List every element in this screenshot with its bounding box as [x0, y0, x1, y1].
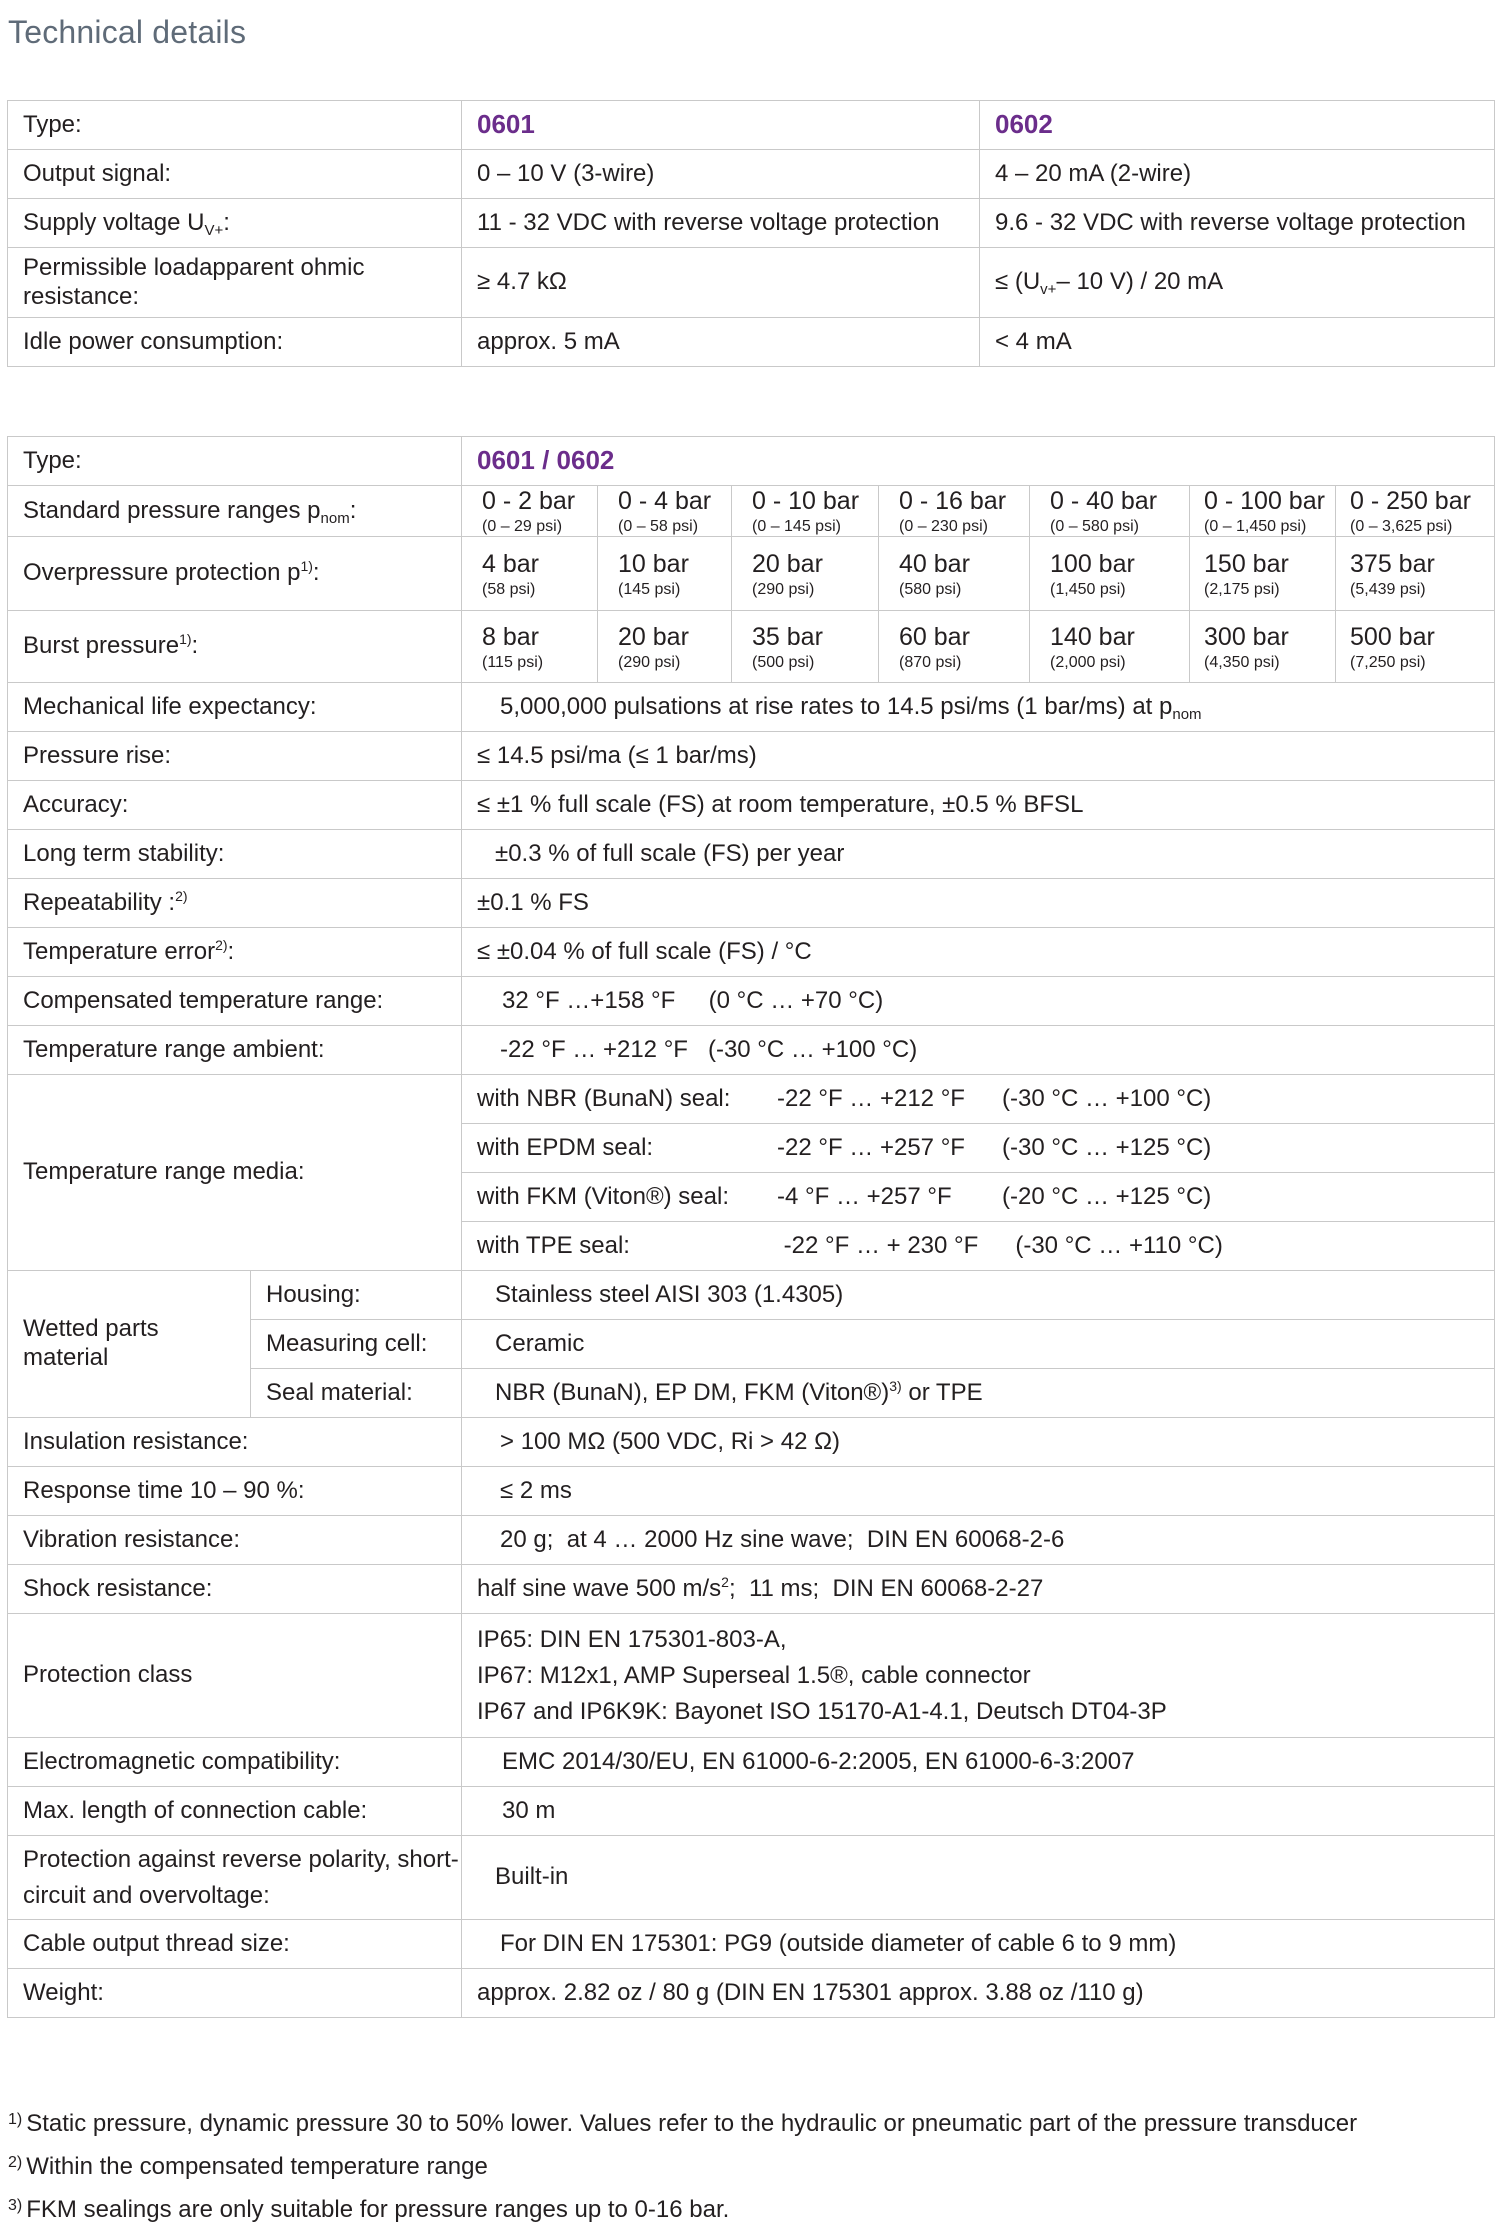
spec-label: Insulation resistance:: [8, 1418, 462, 1467]
spec-label: Temperature range ambient:: [8, 1026, 462, 1075]
protection-line: IP65: DIN EN 175301-803-A,: [477, 1625, 787, 1653]
burst-cell: 35 bar (500 psi): [732, 611, 879, 683]
spec-value: ≤ 14.5 psi/ma (≤ 1 bar/ms): [462, 732, 1495, 781]
table-row: [8, 1516, 1495, 1565]
table-row: [8, 248, 1495, 318]
footnote: $^{1)}$ Static pressure, dynamic pressure 30 to 50% lower. Values refer to the hydraulic or pneumatic part of the pressure transducer: [8, 2110, 1358, 2137]
spec-label: Overpressure protection $p^{1)}$:: [8, 537, 462, 611]
spec-label: Temperature error$^{2)}$:: [8, 928, 462, 977]
footnote: $^{2)}$ Within the compensated temperature range: [8, 2153, 488, 2180]
table-row: [8, 101, 1495, 150]
table-row: [8, 1614, 1495, 1738]
table-row: [8, 199, 1495, 248]
mechanical-specs-table: [7, 436, 1495, 2018]
table-row: [8, 977, 1495, 1026]
overpressure-cell: 40 bar (580 psi): [879, 537, 1030, 611]
spec-value: half sine wave 500 $m/s^2$; 11 ms; DIN EN 60068-2-27: [462, 1565, 1495, 1614]
spec-label: Supply voltage $U_{V+}$:: [8, 199, 462, 248]
spec-value: NBR (BunaN), EP DM, FKM (Viton®)$^{3)}$ or TPE: [462, 1369, 1495, 1418]
spec-value: 0 – 10 V (3-wire): [462, 150, 980, 199]
spec-value: ≥ 4.7 kΩ: [462, 248, 980, 318]
pressure-range-row: [8, 486, 1495, 537]
spec-label: Cable output thread size:: [8, 1920, 462, 1969]
spec-label: Output signal:: [8, 150, 462, 199]
spec-value: Built-in: [462, 1836, 1495, 1920]
overpressure-cell: 100 bar (1,450 psi): [1030, 537, 1190, 611]
spec-label: Response time 10 – 90 %:: [8, 1467, 462, 1516]
spec-value: ≤ ±1 % full scale (FS) at room temperature, ±0.5 % BFSL: [462, 781, 1495, 830]
table-row: [8, 1565, 1495, 1614]
protection-line: IP67 and IP6K9K: Bayonet ISO 15170-A1-4.1, Deutsch DT04-3P: [477, 1697, 1167, 1725]
spec-label: Repeatability :$^{2)}$: [8, 879, 462, 928]
spec-label: Shock resistance:: [8, 1565, 462, 1614]
spec-label: Long term stability:: [8, 830, 462, 879]
spec-label: Protection class: [8, 1614, 462, 1738]
spec-value: For DIN EN 175301: PG9 (outside diameter of cable 6 to 9 mm): [462, 1920, 1495, 1969]
spec-label: Mechanical life expectancy:: [8, 683, 462, 732]
spec-value: approx. 2.82 oz / 80 g (DIN EN 175301 approx. 3.88 oz /110 g): [462, 1969, 1495, 2018]
spec-sublabel: Seal material:: [251, 1369, 462, 1418]
table-row: [8, 1787, 1495, 1836]
spec-sublabel: Housing:: [251, 1271, 462, 1320]
burst-cell: 300 bar (4,350 psi): [1190, 611, 1336, 683]
footnotes: [8, 2100, 1357, 2229]
overpressure-cell: 20 bar (290 psi): [732, 537, 879, 611]
table-row: [8, 879, 1495, 928]
electrical-specs-table: [7, 100, 1495, 367]
spec-value: ≤ 2 ms: [462, 1467, 1495, 1516]
burst-cell: 8 bar (115 psi): [462, 611, 598, 683]
type-0602: 0602: [980, 101, 1495, 150]
table-row: [8, 1969, 1495, 2018]
spec-label: Electromagnetic compatibility:: [8, 1738, 462, 1787]
spec-sublabel: Measuring cell:: [251, 1320, 462, 1369]
overpressure-cell: 4 bar (58 psi): [462, 537, 598, 611]
range-cell: 0 - 10 bar (0 – 145 psi): [732, 486, 879, 537]
table-row: [8, 1836, 1495, 1920]
overpressure-cell: 10 bar (145 psi): [598, 537, 732, 611]
spec-label: Protection against reverse polarity, short-circuit and overvoltage:: [8, 1836, 462, 1920]
spec-value: ≤ ($U_{v+}-$ 10 V) / 20 mA: [980, 248, 1495, 318]
page-title: Technical details: [8, 14, 247, 50]
spec-value: 5,000,000 pulsations at rise rates to 14.5 psi/ms (1 bar/ms) at $p_{nom}$: [462, 683, 1495, 732]
spec-value: 4 – 20 mA (2-wire): [980, 150, 1495, 199]
spec-label: Standard pressure ranges $p_{nom}$:: [8, 486, 462, 537]
burst-cell: 60 bar (870 psi): [879, 611, 1030, 683]
spec-label: Max. length of connection cable:: [8, 1787, 462, 1836]
table-row: [8, 1418, 1495, 1467]
table-row: [8, 1026, 1495, 1075]
overpressure-cell: 375 bar (5,439 psi): [1336, 537, 1495, 611]
table-row: [8, 318, 1495, 367]
spec-value: [462, 1614, 1495, 1738]
table-row: [8, 1467, 1495, 1516]
overpressure-cell: 150 bar (2,175 psi): [1190, 537, 1336, 611]
spec-label: Idle power consumption:: [8, 318, 462, 367]
spec-value: 9.6 - 32 VDC with reverse voltage protection: [980, 199, 1495, 248]
spec-label: Permissible loadapparent ohmic resistance:: [8, 248, 462, 318]
range-cell: 0 - 2 bar (0 – 29 psi): [462, 486, 598, 537]
spec-label: Type:: [8, 437, 462, 486]
media-value: with EPDM seal: -22 °F … +257 °F (-30 °C … +125 °C): [462, 1124, 1495, 1173]
table-row: [8, 781, 1495, 830]
burst-pressure-row: [8, 611, 1495, 683]
protection-line: IP67: M12x1, AMP Superseal 1.5®, cable connector: [477, 1661, 1031, 1689]
table-row: [8, 437, 1495, 486]
spec-value: Stainless steel AISI 303 (1.4305): [462, 1271, 1495, 1320]
spec-value: Ceramic: [462, 1320, 1495, 1369]
spec-label: Accuracy:: [8, 781, 462, 830]
spec-label: Weight:: [8, 1969, 462, 2018]
media-value: with NBR (BunaN) seal: -22 °F … +212 °F (-30 °C … +100 °C): [462, 1075, 1495, 1124]
spec-value: 11 - 32 VDC with reverse voltage protection: [462, 199, 980, 248]
spec-label: Vibration resistance:: [8, 1516, 462, 1565]
burst-cell: 20 bar (290 psi): [598, 611, 732, 683]
spec-label: Type:: [8, 101, 462, 150]
burst-cell: 140 bar (2,000 psi): [1030, 611, 1190, 683]
table-row: [8, 830, 1495, 879]
media-row: [8, 1075, 1495, 1124]
spec-label: Burst pressure$^{1)}$:: [8, 611, 462, 683]
spec-label: Pressure rise:: [8, 732, 462, 781]
footnote: $^{3)}$ FKM sealings are only suitable for pressure ranges up to 0-16 bar.: [8, 2196, 730, 2223]
spec-value: 30 m: [462, 1787, 1495, 1836]
table-row: [8, 683, 1495, 732]
spec-value: EMC 2014/30/EU, EN 61000-6-2:2005, EN 61000-6-3:2007: [462, 1738, 1495, 1787]
spec-label: Compensated temperature range:: [8, 977, 462, 1026]
table-row: [8, 732, 1495, 781]
spec-label: Temperature range media:: [8, 1075, 462, 1271]
spec-value: ±0.1 % FS: [462, 879, 1495, 928]
spec-label: Wetted parts material: [8, 1271, 251, 1418]
type-0601: 0601: [462, 101, 980, 150]
table-row: [8, 1920, 1495, 1969]
spec-value: < 4 mA: [980, 318, 1495, 367]
spec-value: approx. 5 mA: [462, 318, 980, 367]
spec-value: ≤ ±0.04 % of full scale (FS) / °C: [462, 928, 1495, 977]
table-row: [8, 928, 1495, 977]
spec-value: > 100 MΩ (500 VDC, Ri > 42 Ω): [462, 1418, 1495, 1467]
media-value: with TPE seal: -22 °F … + 230 °F (-30 °C … +110 °C): [462, 1222, 1495, 1271]
spec-value: -22 °F … +212 °F (-30 °C … +100 °C): [462, 1026, 1495, 1075]
range-cell: 0 - 4 bar (0 – 58 psi): [598, 486, 732, 537]
table-row: [8, 1738, 1495, 1787]
spec-value: 20 g; at 4 … 2000 Hz sine wave; DIN EN 60068-2-6: [462, 1516, 1495, 1565]
overpressure-row: [8, 537, 1495, 611]
burst-cell: 500 bar (7,250 psi): [1336, 611, 1495, 683]
type-value: 0601 / 0602: [462, 437, 1495, 486]
range-cell: 0 - 100 bar (0 – 1,450 psi): [1190, 486, 1336, 537]
range-cell: 0 - 16 bar (0 – 230 psi): [879, 486, 1030, 537]
table-row: [8, 150, 1495, 199]
spec-value: 32 °F …+158 °F (0 °C … +70 °C): [462, 977, 1495, 1026]
range-cell: 0 - 250 bar (0 – 3,625 psi): [1336, 486, 1495, 537]
table-row: [8, 1271, 1495, 1320]
spec-value: ±0.3 % of full scale (FS) per year: [462, 830, 1495, 879]
range-cell: 0 - 40 bar (0 – 580 psi): [1030, 486, 1190, 537]
media-value: with FKM (Viton®) seal: -4 °F … +257 °F (-20 °C … +125 °C): [462, 1173, 1495, 1222]
